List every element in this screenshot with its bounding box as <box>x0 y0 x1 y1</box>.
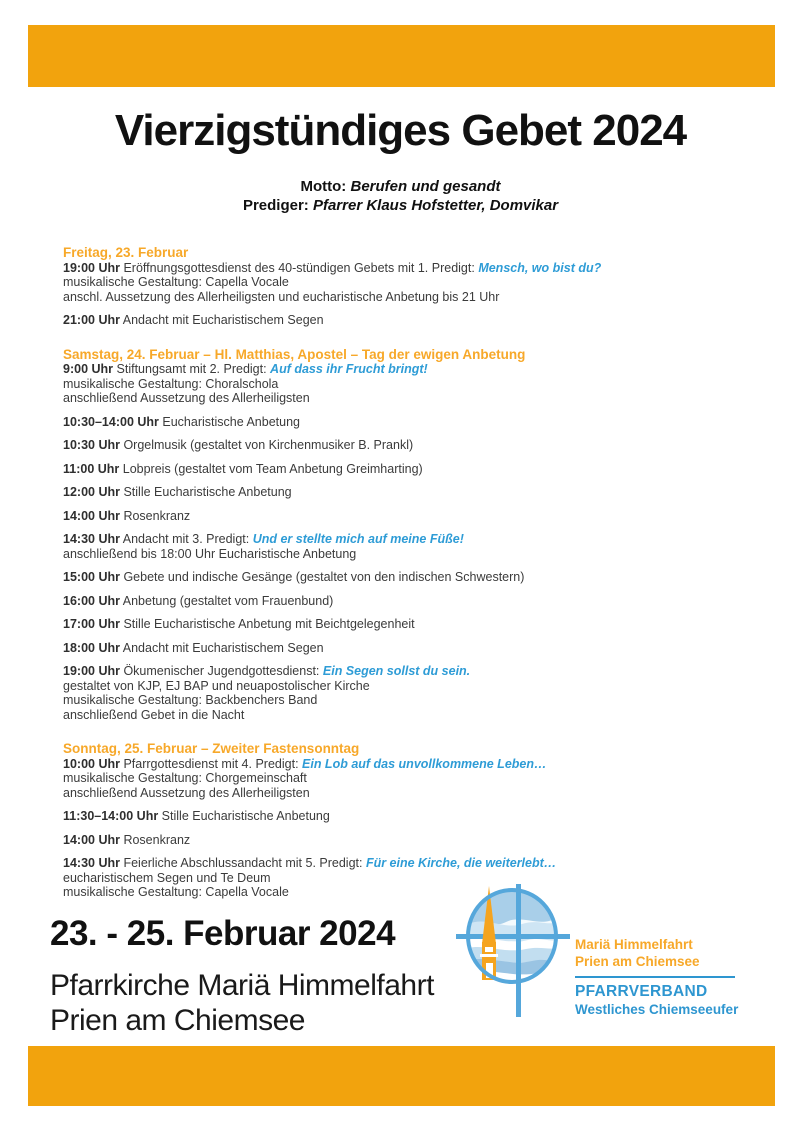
schedule-event <box>63 641 753 656</box>
event-text: Rosenkranz <box>119 508 191 523</box>
event-time: 17:00 Uhr <box>63 617 120 631</box>
schedule-line <box>63 391 753 406</box>
schedule <box>63 246 753 920</box>
schedule-line <box>63 415 753 430</box>
schedule-event <box>63 462 753 477</box>
event-text: musikalische Gestaltung: Backbenchers Band <box>63 693 318 707</box>
schedule-line <box>63 547 753 562</box>
event-time: 21:00 Uhr <box>63 313 120 327</box>
logo-parish-name-line1: Mariä Himmelfahrt <box>575 937 693 952</box>
logo-region-line: Westliches Chiemseeufer <box>575 1002 739 1017</box>
schedule-event <box>63 415 753 430</box>
event-text: Feierliche Abschlussandacht mit 5. Predigt: <box>119 856 366 870</box>
event-text: Orgelmusik (gestaltet von Kirchenmusiker B. Prankl) <box>119 438 414 452</box>
event-time: 14:00 Uhr <box>63 508 120 523</box>
motto-value: Berufen und gesandt <box>350 178 501 195</box>
logo-graphic <box>456 884 570 1024</box>
page-title: Vierzigstündiges Gebet 2024 <box>114 106 687 155</box>
sermon-title: Für eine Kirche, die weiterlebt… <box>365 856 557 870</box>
sermon-title: Ein Segen sollst du sein. <box>322 664 471 678</box>
schedule-line <box>63 594 753 609</box>
event-text: Stille Eucharistische Anbetung <box>119 485 292 499</box>
event-time: 10:00 Uhr <box>63 756 120 771</box>
schedule-event <box>63 617 753 632</box>
footer-church <box>50 968 434 1038</box>
event-time: 14:30 Uhr <box>63 856 120 870</box>
sermon-title: Und er stellte mich auf meine Füße! <box>252 532 464 546</box>
schedule-line <box>63 856 753 871</box>
bottom-accent-bar <box>28 1046 775 1106</box>
section-heading: Freitag, 23. Februar <box>63 245 189 260</box>
logo-parish-name-line2: Prien am Chiemsee <box>575 954 700 969</box>
schedule-line <box>63 786 753 801</box>
schedule-section <box>63 348 753 723</box>
schedule-line <box>63 261 753 276</box>
schedule-line <box>63 275 753 290</box>
prediger-value: Pfarrer Klaus Hofstetter, Domvikar <box>312 197 559 214</box>
event-text: Rosenkranz <box>119 832 191 847</box>
schedule-event <box>63 532 753 561</box>
event-time: 11:30–14:00 Uhr <box>63 809 159 823</box>
motto-label: Motto: <box>300 178 351 195</box>
event-time: 12:00 Uhr <box>63 485 120 499</box>
event-text: musikalische Gestaltung: Capella Vocale <box>63 885 289 899</box>
event-text: Stille Eucharistische Anbetung <box>158 809 330 823</box>
event-text: Stille Eucharistische Anbetung mit Beichtgelegenheit <box>119 617 415 631</box>
event-text: musikalische Gestaltung: Choralschola <box>63 376 279 391</box>
event-time: 9:00 Uhr <box>63 362 114 376</box>
schedule-line <box>63 809 753 824</box>
schedule-line <box>63 485 753 500</box>
footer-dates: 23. - 25. Februar 2024 <box>50 914 396 953</box>
schedule-line <box>63 362 753 377</box>
top-accent-bar <box>28 25 775 87</box>
event-time: 15:00 Uhr <box>63 570 120 584</box>
event-time: 11:00 Uhr <box>63 461 120 476</box>
event-text: Andacht mit Eucharistischem Segen <box>119 640 324 655</box>
sermon-title: Auf dass ihr Frucht bringt! <box>270 362 428 376</box>
schedule-line <box>63 708 753 723</box>
event-text: Gebete und indische Gesänge (gestaltet von den indischen Schwestern) <box>119 570 525 584</box>
event-text: anschließend bis 18:00 Uhr Eucharistische Anbetung <box>63 546 357 561</box>
schedule-line <box>63 679 753 694</box>
schedule-line <box>63 664 753 679</box>
schedule-event <box>63 485 753 500</box>
section-heading: Samstag, 24. Februar – Hl. Matthias, Apostel – Tag der ewigen Anbetung <box>63 346 526 362</box>
event-time: 16:00 Uhr <box>63 593 120 608</box>
event-text: anschl. Aussetzung des Allerheiligsten und eucharistische Anbetung bis 21 Uhr <box>63 289 500 304</box>
schedule-event <box>63 594 753 609</box>
schedule-event <box>63 261 753 305</box>
schedule-event <box>63 664 753 722</box>
schedule-line <box>63 462 753 477</box>
event-text: gestaltet von KJP, EJ BAP und neuapostolischer Kirche <box>63 678 370 693</box>
schedule-event <box>63 809 753 824</box>
schedule-event <box>63 757 753 801</box>
schedule-line <box>63 438 753 453</box>
event-text: Anbetung (gestaltet vom Frauenbund) <box>119 593 334 608</box>
event-text: musikalische Gestaltung: Chorgemeinschaft <box>63 771 307 785</box>
event-time: 19:00 Uhr <box>63 664 120 678</box>
footer-church-line2: Prien am Chiemsee <box>50 1004 305 1037</box>
sermon-title: Mensch, wo bist du? <box>478 260 602 275</box>
event-time: 10:30 Uhr <box>63 438 120 452</box>
logo-divider-rule <box>575 976 735 978</box>
schedule-line <box>63 641 753 656</box>
schedule-event <box>63 313 753 328</box>
schedule-line <box>63 871 753 886</box>
schedule-line <box>63 771 753 786</box>
section-heading: Sonntag, 25. Februar – Zweiter Fastensonntag <box>63 741 360 756</box>
event-text: Stiftungsamt mit 2. Predigt: <box>113 362 271 376</box>
event-text: Pfarrgottesdienst mit 4. Predigt: <box>119 756 303 771</box>
schedule-event <box>63 570 753 585</box>
parish-logo <box>456 884 570 1024</box>
schedule-event <box>63 856 753 900</box>
event-text: Lobpreis (gestaltet vom Team Anbetung Greimharting) <box>119 461 423 476</box>
schedule-line <box>63 532 753 547</box>
event-text: anschließend Aussetzung des Allerheiligsten <box>63 785 310 800</box>
footer-church-line1: Pfarrkirche Mariä Himmelfahrt <box>50 969 434 1002</box>
prediger-line <box>0 196 801 215</box>
event-time: 14:00 Uhr <box>63 832 120 847</box>
event-text: musikalische Gestaltung: Capella Vocale <box>63 275 289 289</box>
event-text: Andacht mit Eucharistischem Segen <box>119 313 324 327</box>
schedule-line <box>63 313 753 328</box>
logo-pfarrverband-line: PFARRVERBAND <box>575 983 708 1000</box>
sermon-title: Ein Lob auf das unvollkommene Leben… <box>302 756 547 771</box>
event-text: Eröffnungsgottesdienst des 40-stündigen Gebets mit 1. Predigt: <box>119 260 479 275</box>
event-time: 14:30 Uhr <box>63 532 120 546</box>
schedule-line <box>63 757 753 772</box>
cross-horizontal-beam <box>456 934 570 939</box>
event-text: anschließend Aussetzung des Allerheiligsten <box>63 391 310 405</box>
event-text: Eucharistische Anbetung <box>158 414 300 429</box>
logo-text-block <box>575 936 775 1018</box>
event-text: anschließend Gebet in die Nacht <box>63 707 245 722</box>
schedule-section <box>63 742 753 900</box>
schedule-line <box>63 570 753 585</box>
cross-vertical-beam <box>516 884 521 1017</box>
event-text: Ökumenischer Jugendgottesdienst: <box>119 664 323 678</box>
schedule-line <box>63 833 753 848</box>
schedule-event <box>63 509 753 524</box>
motto-line <box>0 177 801 196</box>
schedule-section <box>63 246 753 328</box>
schedule-line <box>63 509 753 524</box>
event-time: 18:00 Uhr <box>63 640 120 655</box>
schedule-line <box>63 290 753 305</box>
event-time: 19:00 Uhr <box>63 260 120 275</box>
schedule-line <box>63 885 753 900</box>
motto-block <box>0 177 801 215</box>
schedule-event <box>63 438 753 453</box>
schedule-line <box>63 693 753 708</box>
event-text: eucharistischem Segen und Te Deum <box>63 870 271 885</box>
schedule-line <box>63 617 753 632</box>
schedule-event <box>63 362 753 406</box>
schedule-line <box>63 377 753 392</box>
prediger-label: Prediger: <box>242 197 313 214</box>
event-text: Andacht mit 3. Predigt: <box>119 532 253 546</box>
schedule-event <box>63 833 753 848</box>
event-time: 10:30–14:00 Uhr <box>63 414 159 429</box>
